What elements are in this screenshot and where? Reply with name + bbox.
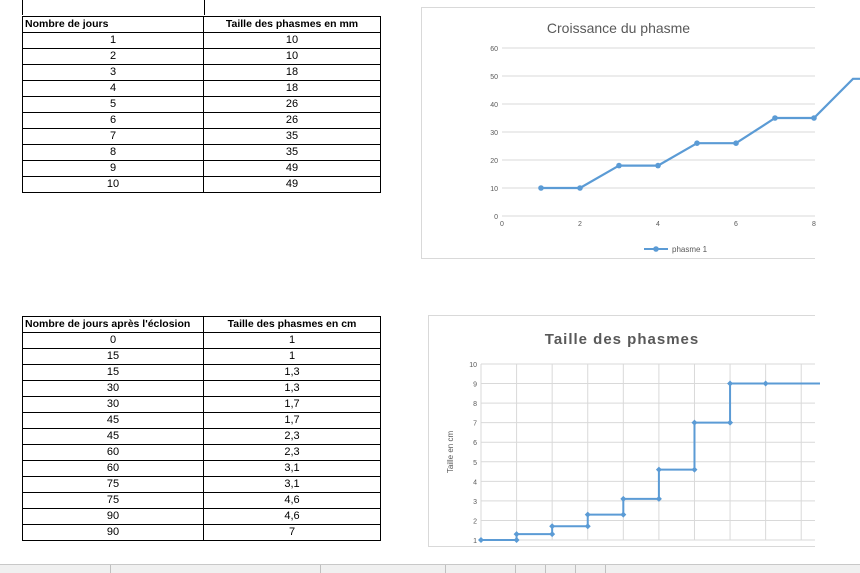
chart-croissance[interactable] (421, 7, 815, 259)
table-row (23, 477, 381, 493)
table-row (23, 49, 381, 65)
table-cell[interactable]: 1 (204, 333, 381, 349)
chart-title: Taille des phasmes (544, 331, 700, 348)
series-line (541, 79, 860, 188)
data-point (694, 140, 700, 146)
table-cell[interactable]: 1,7 (204, 397, 381, 413)
table-cell[interactable]: 6 (23, 113, 204, 129)
table-cell[interactable]: 15 (23, 365, 204, 381)
y-tick-label: 1 (473, 538, 477, 545)
step-chart-2 (429, 316, 815, 546)
y-tick-label: 0 (494, 214, 498, 221)
data-point (727, 420, 733, 426)
table-cell[interactable]: 60 (23, 461, 204, 477)
table-row (23, 33, 381, 49)
data-point (620, 512, 626, 518)
table-cell[interactable]: 0 (23, 333, 204, 349)
table-cell[interactable]: 1,7 (204, 413, 381, 429)
data-point (478, 537, 484, 543)
data-point (763, 381, 769, 387)
table-cell[interactable]: 75 (23, 477, 204, 493)
table-cell[interactable]: 4,6 (204, 509, 381, 525)
y-tick-label: 20 (490, 158, 498, 165)
table-cell[interactable]: 60 (23, 445, 204, 461)
table-row (23, 413, 381, 429)
table-row (23, 161, 381, 177)
y-tick-label: 3 (473, 498, 477, 506)
y-tick-label: 9 (473, 381, 477, 389)
table-cell[interactable]: 30 (23, 381, 204, 397)
data-point (691, 420, 697, 426)
table-cell[interactable]: 10 (23, 177, 204, 193)
table-cell[interactable]: 35 (204, 145, 381, 161)
table-row (23, 129, 381, 145)
table-cell[interactable]: 45 (23, 429, 204, 445)
line-chart-1 (422, 8, 815, 258)
table-cell[interactable]: 1,3 (204, 365, 381, 381)
table-row (23, 81, 381, 97)
column-header[interactable]: Nombre de jours (23, 17, 204, 33)
table-cell[interactable]: 49 (204, 161, 381, 177)
table-header-row (23, 17, 381, 33)
table-row (23, 145, 381, 161)
table-cell[interactable]: 30 (23, 397, 204, 413)
table-phasme-mm (22, 16, 381, 193)
table-cell[interactable]: 8 (23, 145, 204, 161)
table-row (23, 333, 381, 349)
table-row (23, 177, 381, 193)
column-header[interactable]: Nombre de jours après l'éclosion (23, 317, 204, 333)
table-row (23, 381, 381, 397)
table-cell[interactable]: 35 (204, 129, 381, 145)
table-cell[interactable]: 1 (23, 33, 204, 49)
table-header-row (23, 317, 381, 333)
y-tick-label: 50 (490, 74, 498, 81)
table-cell[interactable]: 7 (204, 525, 381, 541)
table-cell[interactable]: 2,3 (204, 429, 381, 445)
table-cell[interactable]: 1,3 (204, 381, 381, 397)
table-cell[interactable]: 4,6 (204, 493, 381, 509)
table-row (23, 445, 381, 461)
data-point (585, 512, 591, 518)
table-cell[interactable]: 3,1 (204, 461, 381, 477)
x-tick-label: 6 (734, 221, 738, 228)
y-tick-label: 10 (490, 186, 498, 193)
table-cell[interactable]: 45 (23, 413, 204, 429)
table-row (23, 365, 381, 381)
column-header[interactable]: Taille des phasmes en cm (204, 317, 381, 333)
data-point (616, 163, 622, 169)
y-tick-label: 2 (473, 518, 477, 526)
y-tick-label: 40 (490, 102, 498, 109)
legend-label: phasme 1 (672, 245, 708, 254)
y-tick-label: 30 (490, 130, 498, 137)
column-header[interactable]: Taille des phasmes en mm (204, 17, 381, 33)
table-phasme-cm (22, 316, 381, 541)
data-point (655, 163, 661, 169)
table-cell[interactable]: 90 (23, 525, 204, 541)
y-tick-label: 8 (473, 401, 477, 409)
table-row (23, 113, 381, 129)
table-cell[interactable]: 2 (23, 49, 204, 65)
table-cell[interactable]: 3 (23, 65, 204, 81)
table-cell[interactable]: 15 (23, 349, 204, 365)
y-tick-label: 7 (473, 420, 477, 428)
x-tick-label: 4 (656, 221, 660, 228)
x-tick-label: 2 (578, 221, 582, 228)
table-row (23, 429, 381, 445)
table-cell[interactable]: 49 (204, 177, 381, 193)
y-tick-label: 4 (473, 479, 477, 487)
chart-taille[interactable] (428, 315, 815, 547)
data-point (772, 115, 778, 121)
table-cell[interactable]: 3,1 (204, 477, 381, 493)
x-tick-label: 0 (500, 221, 504, 228)
status-bar (0, 564, 860, 573)
data-point (691, 467, 697, 473)
data-point (656, 467, 662, 473)
table-cell[interactable]: 5 (23, 97, 204, 113)
table-cell[interactable]: 1 (204, 349, 381, 365)
table-row (23, 349, 381, 365)
table-cell[interactable]: 75 (23, 493, 204, 509)
table-row (23, 97, 381, 113)
legend-marker (653, 246, 659, 252)
data-point (577, 185, 583, 191)
table-cell[interactable]: 2,3 (204, 445, 381, 461)
data-point (733, 140, 739, 146)
data-point (514, 531, 520, 537)
data-point (549, 523, 555, 529)
table-cell[interactable]: 26 (204, 97, 381, 113)
table-row (23, 65, 381, 81)
table-top-cell (22, 0, 205, 15)
table-row (23, 525, 381, 541)
chart-title: Croissance du phasme (546, 20, 691, 36)
table-cell[interactable]: 4 (23, 81, 204, 97)
y-tick-label: 10 (469, 362, 477, 369)
table-row (23, 461, 381, 477)
table-cell[interactable]: 18 (204, 65, 381, 81)
y-tick-label: 6 (473, 440, 477, 448)
table-cell[interactable]: 10 (204, 49, 381, 65)
table-cell[interactable]: 90 (23, 509, 204, 525)
table-cell[interactable]: 26 (204, 113, 381, 129)
table-cell[interactable]: 18 (204, 81, 381, 97)
data-point (727, 381, 733, 387)
x-tick-label: 8 (812, 221, 816, 228)
y-tick-label: 5 (473, 459, 477, 467)
table-row (23, 493, 381, 509)
data-point (514, 537, 520, 543)
data-point (549, 531, 555, 537)
data-point (585, 523, 591, 529)
table-cell[interactable]: 10 (204, 33, 381, 49)
y-tick-label: 60 (490, 46, 498, 53)
data-point (811, 115, 817, 121)
table-cell[interactable]: 9 (23, 161, 204, 177)
table-row (23, 509, 381, 525)
table-cell[interactable]: 7 (23, 129, 204, 145)
data-point (538, 185, 544, 191)
y-axis-label: Taille en cm (446, 430, 455, 474)
table-row (23, 397, 381, 413)
